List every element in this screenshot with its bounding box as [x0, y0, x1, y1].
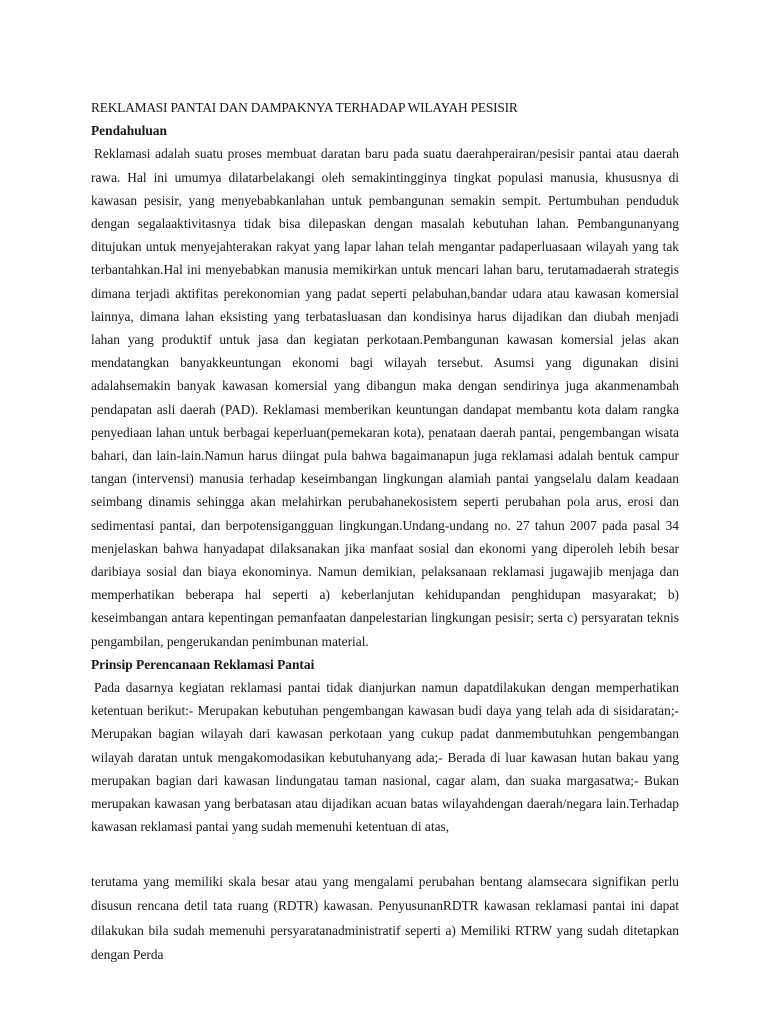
page-continuation-text: terutama yang memiliki skala besar atau yang mengalami perubahan bentang alamsecara signifikan perlu disusun rencana detil tata ruang (RDTR) kawasan. PenyusunanRDTR kawasan reklamasi pantai ini dapat dilakukan bila sudah memenuhi persyaratanadministratif seperti a) Memiliki RTRW yang sudah ditetapkan dengan Perda [91, 874, 679, 963]
paragraph-prinsip-perencanaan: Pada dasarnya kegiatan reklamasi pantai tidak dianjurkan namun dapatdilakukan dengan memperhatikan ketentuan berikut:- Merupakan kebutuhan pengembangan kawasan budi daya yang telah ada di sisidaratan;- Merupakan bagian wilayah dari kawasan perkotaan yang cukup padat danmembutuhkan pengembangan wilayah daratan untuk mengakomodasikan kebutuhanyang ada;- Berada di luar kawasan hutan bakau yang merupakan bagian dari kawasan lindungatau taman nasional, cagar alam, dan suaka margasatwa;- Bukan merupakan kawasan yang berbatasan atau dijadikan acuan batas wilayahdengan daerah/negara lain.Terhadap kawasan reklamasi pantai yang sudah memenuhi ketentuan di atas, [91, 680, 679, 835]
document-page [91, 96, 679, 839]
section-heading-prinsip-perencanaan: Prinsip Perencanaan Reklamasi Pantai [91, 656, 315, 672]
document-title: REKLAMASI PANTAI DAN DAMPAKNYA TERHADAP WILAYAH PESISIR [91, 100, 518, 115]
section-heading-pendahuluan: Pendahuluan [91, 123, 167, 139]
paragraph-pendahuluan: Reklamasi adalah suatu proses membuat daratan baru pada suatu daerahperairan/pesisir pantai atau daerah rawa. Hal ini umumya dilatarbelakangi oleh semakintingginya tingkat populasi manusia, khususnya di kawasan pesisir, yang menyebabkanlahan untuk pembangunan semakin sempit. Pertumbuhan penduduk dengan segalaaktivitasnya tidak bisa dilepaskan dengan masalah kebutuhan lahan. Pembangunanyang ditujukan untuk menyejahterakan rakyat yang lapar lahan telah mengantar padaperluasaan wilayah yang tak terbantahkan.Hal ini menyebabkan manusia memikirkan untuk mencari lahan baru, terutamadaerah strategis dimana terjadi aktifitas perekonomian yang padat seperti pelabuhan,bandar udara atau kawasan komersial lainnya, dimana lahan eksisting yang terbatasluasan dan kondisinya harus dijadikan dan diubah menjadi lahan yang produktif untuk jasa dan kegiatan perkotaan.Pembangunan kawasan komersial jelas akan mendatangkan banyakkeuntungan ekonomi bagi wilayah tersebut. Asumsi yang digunakan disini adalahsemakin banyak kawasan komersial yang dibangun maka dengan sendirinya juga akanmenambah pendapatan asli daerah (PAD). Reklamasi memberikan keuntungan dandapat membantu kota dalam rangka penyediaan lahan untuk berbagai keperluan(pemekaran kota), penataan daerah pantai, pengembangan wisata bahari, dan lain-lain.Namun harus diingat pula bahwa bagaimanapun juga reklamasi adalah bentuk campur tangan (intervensi) manusia terhadap keseimbangan lingkungan alamiah pantai yangselalu dalam keadaan seimbang dinamis sehingga akan melahirkan perubahanekosistem seperti perubahan pola arus, erosi dan sedimentasi pantai, dan berpotensigangguan lingkungan.Undang-undang no. 27 tahun 2007 pada pasal 34 menjelaskan bahwa hanyadapat dilaksanakan jika manfaat sosial dan ekonomi yang diperoleh lebih besar daribiaya sosial dan biaya ekonominya. Namun demikian, pelaksanaan reklamasi jugawajib menjaga dan memperhatikan beberapa hal seperti a) keberlanjutan kehidupandan penghidupan masyarakat; b) keseimbangan antara kepentingan pemanfaatan danpelestarian lingkungan pesisir; serta c) persyaratan teknis pengambilan, pengerukandan penimbunan material. [91, 146, 679, 649]
